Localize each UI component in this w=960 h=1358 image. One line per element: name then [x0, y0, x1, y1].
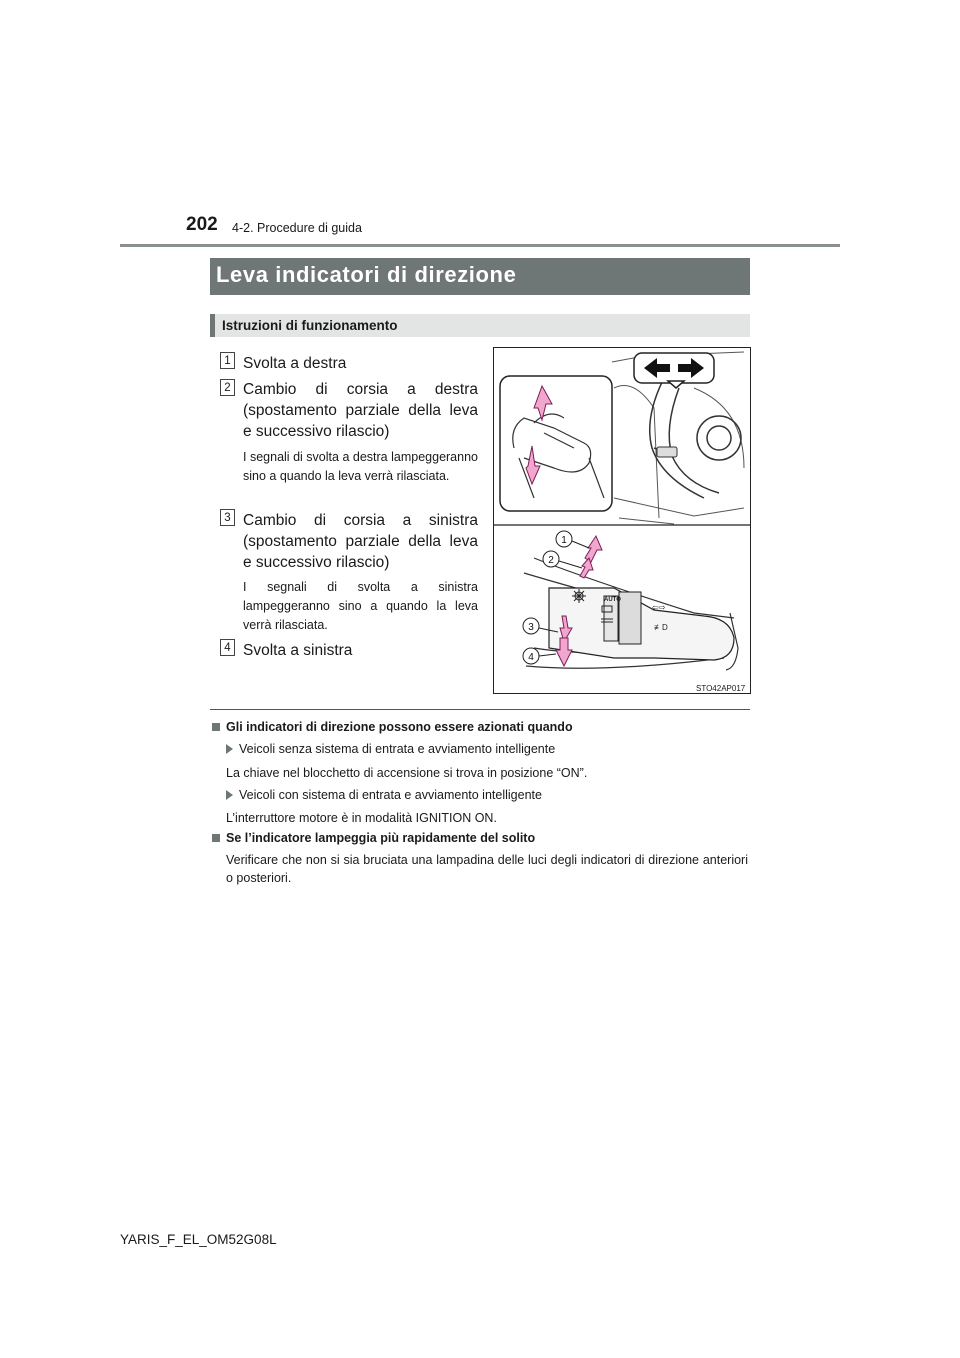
switch-label-auto: AUTO [604, 597, 621, 603]
triangle-bullet-icon [226, 790, 233, 800]
note-heading-text: Se l’indicatore lampeggia più rapidamente del solito [226, 831, 536, 845]
condition-text: Veicoli senza sistema di entrata e avviamento intelligente [239, 742, 556, 756]
item-note: I segnali di svolta a destra lampeggeranno sino a quando la leva verrà rilasciata. [243, 450, 478, 483]
item-number-badge: 3 [220, 509, 235, 526]
subtitle: Istruzioni di funzionamento [222, 318, 398, 333]
page-title: Leva indicatori di direzione [216, 262, 517, 287]
page-number: 202 [186, 214, 218, 235]
turn-signal-lever-illustration [493, 347, 751, 694]
item-text: Svolta a destra [243, 355, 347, 372]
note-heading [212, 720, 573, 734]
note-heading [212, 831, 535, 845]
note-body: La chiave nel blocchetto di accensione si trova in posizione “ON”. [226, 766, 588, 780]
illustration-drawing [494, 348, 750, 693]
item-number-badge: 1 [220, 352, 235, 369]
svg-text:≢D: ≢D [654, 623, 668, 632]
figure-code: STO42AP017 [696, 684, 746, 693]
triangle-bullet-icon [226, 744, 233, 754]
item-number-badge: 2 [220, 379, 235, 396]
subtitle-accent [210, 314, 215, 337]
condition-line [226, 786, 542, 804]
item-number-badge: 4 [220, 639, 235, 656]
header-rule [120, 244, 840, 247]
square-bullet-icon [212, 834, 220, 842]
document-code: YARIS_F_EL_OM52G08L [120, 1232, 277, 1247]
item-text: Cambio di corsia a destra (spostamento parziale della leva e successivo rilascio) [243, 381, 478, 440]
svg-text:⇦⇨: ⇦⇨ [652, 603, 666, 612]
section-divider [210, 709, 750, 710]
square-bullet-icon [212, 723, 220, 731]
item-text: Cambio di corsia a sinistra (spostamento parziale della leva e successivo rilascio) [243, 512, 478, 571]
condition-text: Veicoli con sistema di entrata e avviamento intelligente [239, 788, 542, 802]
callout-2: 2 [548, 555, 554, 566]
callout-4: 4 [528, 652, 534, 663]
note-body: L’interruttore motore è in modalità IGNITION ON. [226, 811, 497, 825]
callout-1: 1 [561, 535, 567, 546]
condition-line [226, 740, 555, 758]
item-note: I segnali di svolta a sinistra lampeggeranno sino a quando la leva verrà rilasciata. [243, 580, 478, 632]
section-reference: 4-2. Procedure di guida [232, 221, 362, 235]
note-heading-text: Gli indicatori di direzione possono essere azionati quando [226, 720, 573, 734]
note-body: Verificare che non si sia bruciata una lampadina delle luci degli indicatori di direzione anteriori o posteriori. [226, 853, 748, 885]
item-text: Svolta a sinistra [243, 642, 353, 659]
callout-3: 3 [528, 622, 534, 633]
